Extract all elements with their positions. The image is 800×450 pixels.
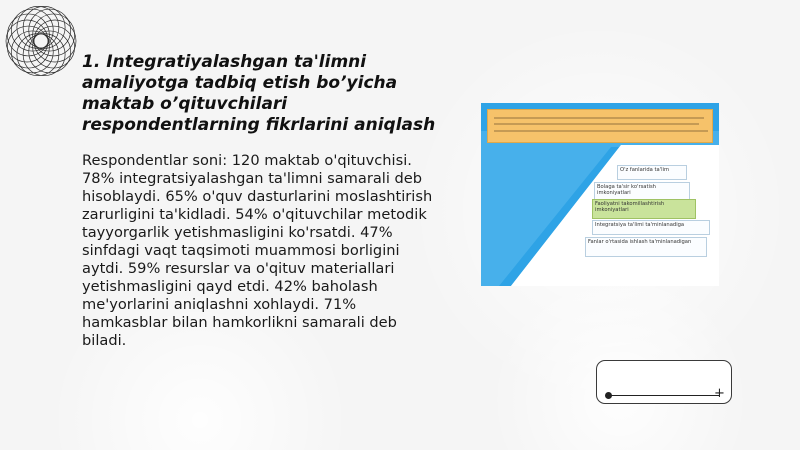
seek-track[interactable]: [609, 395, 719, 396]
header-text-line: [494, 117, 704, 119]
header-text-line: [494, 130, 708, 132]
plus-icon[interactable]: +: [714, 386, 725, 401]
diagram-box-1: O'z fanlarida ta'lim: [617, 165, 687, 180]
slide-title: 1. Integratiyalashgan ta'limni amaliyotga tadbiq etish bo’yicha maktab o’qituvchilari respondentlarning fikrlarini aniqlash: [82, 52, 436, 135]
diagram-box-5: Fanlar o'rtasida ishlash ta'minlanadigan: [585, 237, 707, 257]
diagram-box-3: Faoliyatni takomillashtirish imkoniyatlari: [592, 199, 696, 219]
diagram-box-2: Bolaga ta'sir ko'rsatish imkoniyatlari: [594, 182, 690, 202]
survey-diagram-image: [481, 103, 719, 286]
diagram-box-4: Integratsiya ta'limi ta'minlanadiga: [592, 220, 710, 235]
header-text-line: [494, 123, 699, 125]
slide-body-text: Respondentlar soni: 120 maktab o'qituvchisi. 78% integratsiyalashgan ta'limni samarali deb hisoblaydi. 65% o'quv dasturlarini moslashtirish zarurligini ta'kidladi. 54% o'qituvchilar metodik tayyorgarlik yetishmasligini ko'rsatdi. 47% sinfdagi vaqt taqsimoti muammosi borligini aytdi. 59% resurslar va o'qituv materiallari yetishmasligini qayd etdi. 42% baholash me'yorlarini aniqlashni xohlaydi. 71% hamkasblar bilan hamkorlikni samarali deb biladi.: [82, 152, 433, 349]
spirograph-logo-icon: [4, 4, 78, 78]
media-player-control[interactable]: [596, 360, 732, 404]
diagram-header-bar: [487, 109, 713, 143]
record-dot-icon[interactable]: [605, 392, 612, 399]
